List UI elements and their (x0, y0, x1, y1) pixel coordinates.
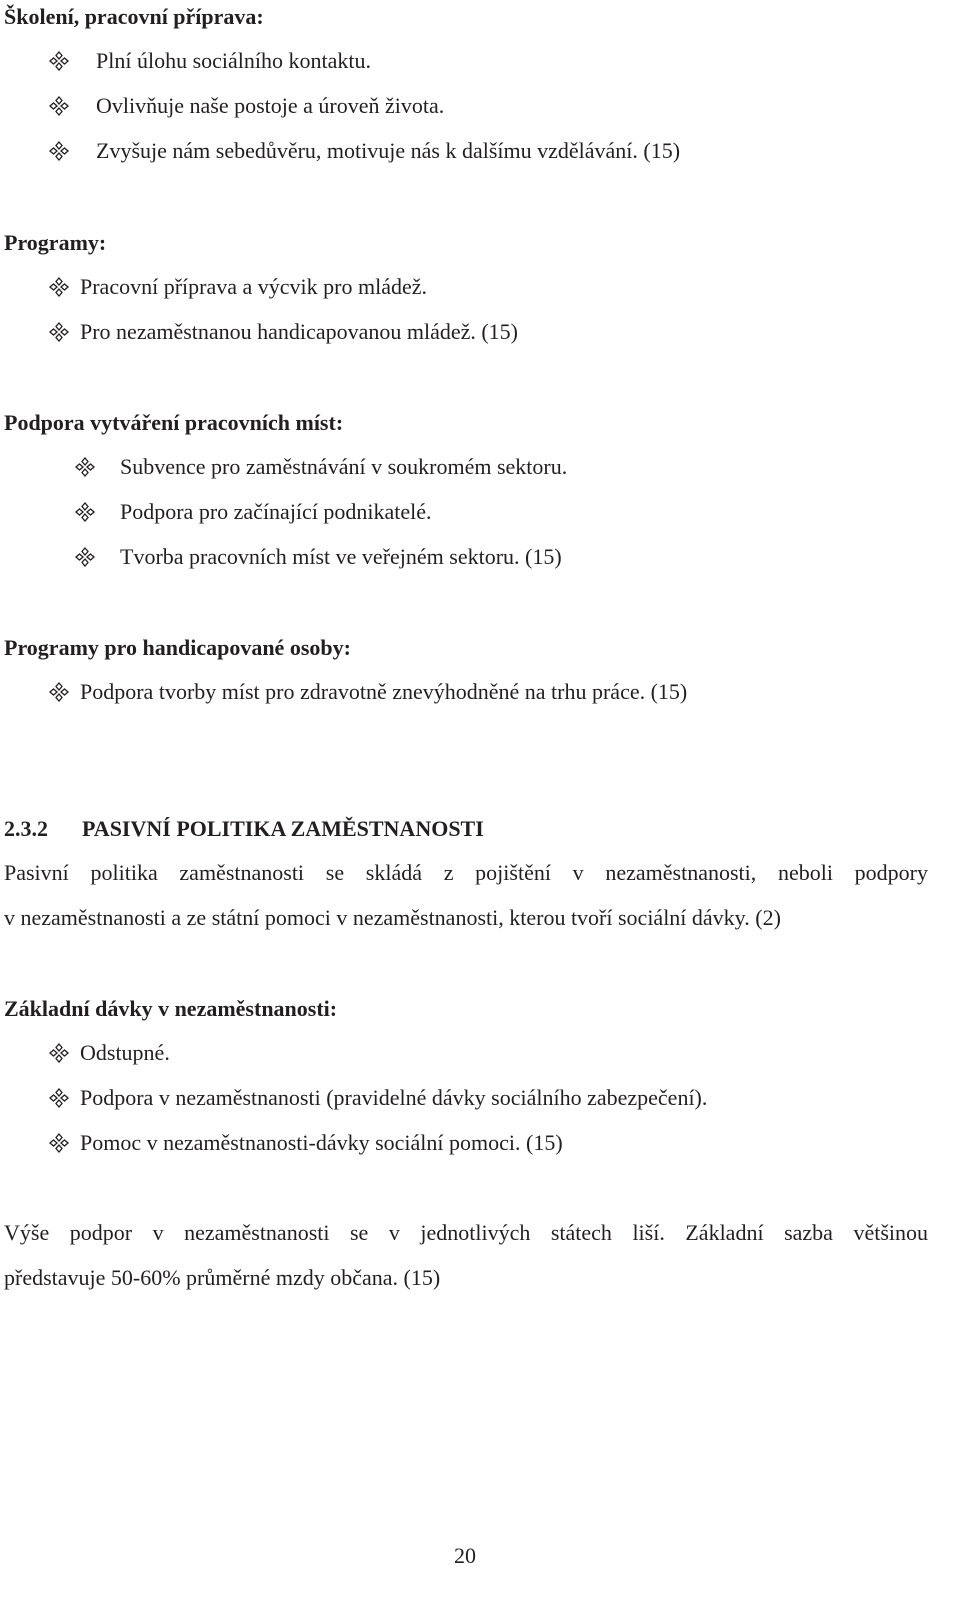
four-diamond-bullet-icon (48, 276, 70, 298)
chapter-title-text: PASIVNÍ POLITIKA ZAMĚSTNANOSTI (82, 816, 484, 841)
four-diamond-bullet-icon (48, 95, 70, 117)
list-item-text: Podpora v nezaměstnanosti (pravidelné dávky sociálního zabezpečení). (80, 1085, 708, 1110)
chapter-title (4, 818, 484, 840)
list-item (48, 681, 687, 703)
four-diamond-bullet-icon (48, 1087, 70, 1109)
list-item (48, 50, 371, 72)
section-heading-programy: Programy: (4, 230, 107, 255)
paragraph-passive-policy (4, 850, 928, 940)
paragraph-benefit-levels (4, 1210, 928, 1300)
list-item-text: Pomoc v nezaměstnanosti-dávky sociální pomoci. (15) (80, 1130, 563, 1155)
page-number: 20 (454, 1543, 476, 1568)
list-item (48, 95, 444, 117)
four-diamond-bullet-icon (74, 456, 96, 478)
list-item (48, 1132, 563, 1154)
four-diamond-bullet-icon (48, 321, 70, 343)
section-heading-handicap: Programy pro handicapované osoby: (4, 635, 351, 660)
list-item (74, 456, 567, 478)
list-item-text: Podpora tvorby míst pro zdravotně znevýhodněné na trhu práce. (15) (80, 679, 688, 704)
four-diamond-bullet-icon (48, 1132, 70, 1154)
paragraph-line: představuje 50-60% průměrné mzdy občana. (15) (4, 1265, 441, 1290)
list-item (74, 546, 562, 568)
four-diamond-bullet-icon (48, 50, 70, 72)
list-item (48, 276, 427, 298)
paragraph-line: Výše podpor v nezaměstnanosti se v jednotlivých státech liší. Základní sazba většinou (4, 1220, 928, 1245)
list-item-text: Ovlivňuje naše postoje a úroveň života. (96, 93, 445, 118)
paragraph-line: v nezaměstnanosti a ze státní pomoci v nezaměstnanosti, kterou tvoří sociální dávky. (2) (4, 905, 781, 930)
list-item-text: Plní úlohu sociálního kontaktu. (96, 48, 371, 73)
four-diamond-bullet-icon (48, 681, 70, 703)
four-diamond-bullet-icon (48, 140, 70, 162)
list-item (48, 321, 518, 343)
list-item-text: Subvence pro zaměstnávání v soukromém sektoru. (120, 454, 568, 479)
chapter-number: 2.3.2 (4, 816, 48, 841)
list-item (48, 1087, 707, 1109)
list-item-text: Tvorba pracovních míst ve veřejném sektoru. (15) (120, 544, 562, 569)
four-diamond-bullet-icon (48, 1042, 70, 1064)
four-diamond-bullet-icon (74, 546, 96, 568)
list-item (48, 140, 680, 162)
section-heading-skoleni: Školení, pracovní příprava: (4, 4, 264, 29)
list-item (48, 1042, 170, 1064)
paragraph-line: Pasivní politika zaměstnanosti se skládá z pojištění v nezaměstnanosti, neboli podpory (4, 860, 928, 885)
list-item-text: Podpora pro začínající podnikatelé. (120, 499, 432, 524)
list-item (74, 501, 432, 523)
section-heading-podpora: Podpora vytváření pracovních míst: (4, 410, 344, 435)
list-item-text: Odstupné. (80, 1040, 170, 1065)
list-item-text: Pro nezaměstnanou handicapovanou mládež. (15) (80, 319, 519, 344)
section-heading-benefits: Základní dávky v nezaměstnanosti: (4, 996, 338, 1021)
list-item-text: Pracovní příprava a výcvik pro mládež. (80, 274, 427, 299)
four-diamond-bullet-icon (74, 501, 96, 523)
list-item-text: Zvyšuje nám sebedůvěru, motivuje nás k dalšímu vzdělávání. (15) (96, 138, 681, 163)
